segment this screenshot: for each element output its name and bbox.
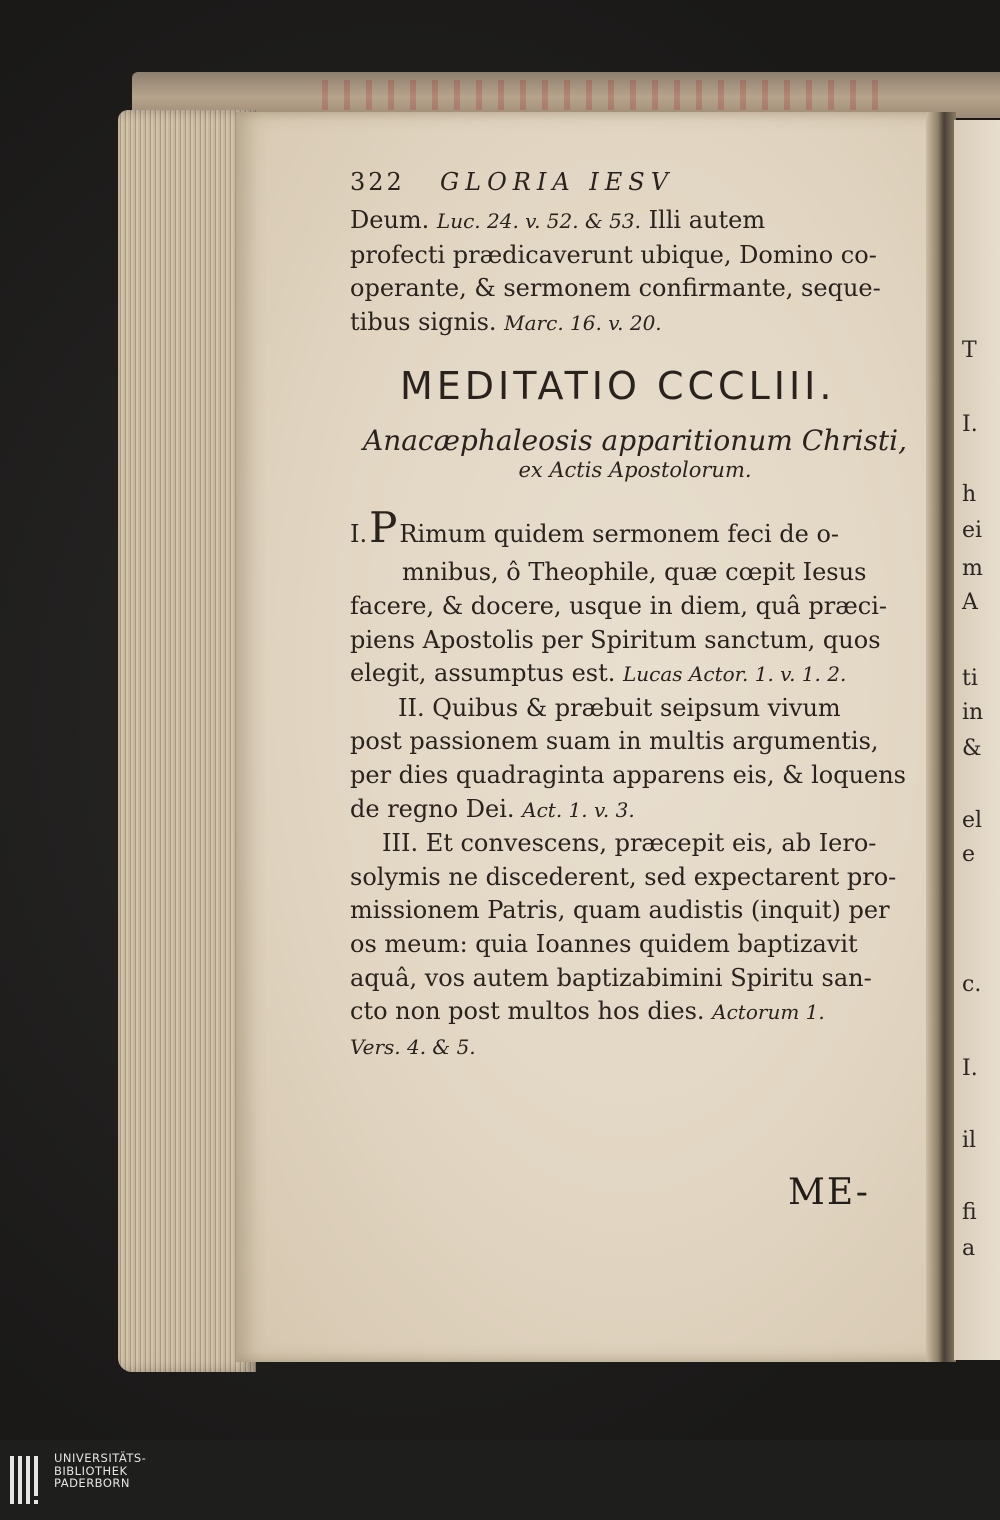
right-page-fragment: I. bbox=[962, 1056, 978, 1081]
text-line: os meum: quia Ioannes quidem baptizavit bbox=[350, 929, 858, 958]
library-logo-text: UNIVERSITÄTS- BIBLIOTHEK PADERBORN bbox=[54, 1451, 147, 1490]
right-page-fragment: c. bbox=[962, 972, 982, 997]
text-line: aquâ, vos autem baptizabimini Spiritu san- bbox=[350, 963, 872, 992]
text-line: elegit, assumptus est. Lucas Actor. 1. v. 1. 2. bbox=[350, 659, 847, 688]
text-line: missionem Patris, quam audistis (inquit) per bbox=[350, 896, 890, 925]
book-gutter bbox=[926, 112, 956, 1362]
footer-bar bbox=[0, 1440, 1000, 1520]
scripture-reference: Act. 1. v. 3. bbox=[522, 797, 635, 822]
right-page-fragment: A bbox=[962, 590, 978, 615]
right-page-fragment: T bbox=[962, 338, 977, 363]
scripture-reference: Luc. 24. v. 52. & 53. bbox=[436, 209, 641, 233]
text-line bbox=[350, 1030, 920, 1065]
right-page-fragment: il bbox=[962, 1128, 977, 1153]
paragraph-1 bbox=[350, 500, 920, 691]
catchword: ME- bbox=[788, 1172, 870, 1213]
text-line: operante, & sermonem confirmante, seque- bbox=[350, 274, 881, 303]
text-line: III. Et convescens, præcepit eis, ab Iero- bbox=[382, 829, 877, 858]
right-page-fragment: in bbox=[962, 700, 984, 725]
running-head bbox=[350, 168, 920, 204]
scripture-reference: Lucas Actor. 1. v. 1. 2. bbox=[623, 662, 847, 687]
paragraph-number: I. bbox=[350, 520, 368, 549]
meditation-heading: MEDITATIO CCCLIII. bbox=[400, 364, 836, 409]
scripture-reference: Actorum 1. bbox=[712, 1000, 825, 1025]
text-line: de regno Dei. Act. 1. v. 3. bbox=[350, 794, 635, 823]
library-logo-icon bbox=[8, 1452, 48, 1510]
right-page-fragment: el bbox=[962, 808, 983, 833]
text-line: I.PRimum quidem sermonem feci de o- bbox=[350, 503, 840, 553]
text-line: piens Apostolis per Spiritum sanctum, quos bbox=[350, 625, 881, 654]
right-page-fragment: m bbox=[962, 556, 983, 581]
right-page-fragment: ti bbox=[962, 666, 978, 691]
right-page-fragment: I. bbox=[962, 412, 978, 437]
meditation-subtitle-source: ex Actis Apostolorum. bbox=[518, 458, 752, 483]
text-line: post passionem suam in multis argumentis, bbox=[350, 727, 879, 756]
scripture-reference: Vers. 4. & 5. bbox=[350, 1034, 476, 1059]
text-line: cto non post multos hos dies. Actorum 1. bbox=[350, 997, 825, 1026]
running-title: GLORIA IESV bbox=[440, 168, 675, 196]
paragraph-2 bbox=[350, 692, 920, 827]
paragraph-3 bbox=[350, 827, 920, 1064]
text-line: mnibus, ô Theophile, quæ cœpit Iesus bbox=[402, 558, 867, 587]
text-line: profecti prædicaverunt ubique, Domino co- bbox=[350, 240, 877, 269]
right-page bbox=[954, 120, 1000, 1360]
page-number: 322 bbox=[350, 168, 405, 196]
scripture-reference: Marc. 16. v. 20. bbox=[504, 310, 662, 335]
right-page-fragment: ei bbox=[962, 518, 983, 543]
text-line: II. Quibus & præbuit seipsum vivum bbox=[398, 693, 841, 722]
text-line: per dies quadraginta apparens eis, & loquens bbox=[350, 760, 906, 789]
right-page-fragment: e bbox=[962, 842, 976, 867]
text-line: Deum. Luc. 24. v. 52. & 53. Illi autem bbox=[350, 206, 766, 234]
red-edge-markings bbox=[322, 80, 882, 110]
right-page-fragment: a bbox=[962, 1236, 976, 1261]
right-page-fragment: h bbox=[962, 482, 977, 507]
text-line: solymis ne discederent, sed expectarent pro- bbox=[350, 862, 897, 891]
page-text bbox=[350, 168, 920, 1064]
text-line: facere, & docere, usque in diem, quâ præci- bbox=[350, 591, 887, 620]
right-page-fragment: fi bbox=[962, 1200, 977, 1225]
right-page-fragment: & bbox=[962, 736, 982, 761]
drop-capital: P bbox=[369, 503, 398, 553]
meditation-subtitle: Anacæphaleosis apparitionum Christi, bbox=[362, 424, 907, 458]
text-line: tibus signis. Marc. 16. v. 20. bbox=[350, 307, 662, 336]
